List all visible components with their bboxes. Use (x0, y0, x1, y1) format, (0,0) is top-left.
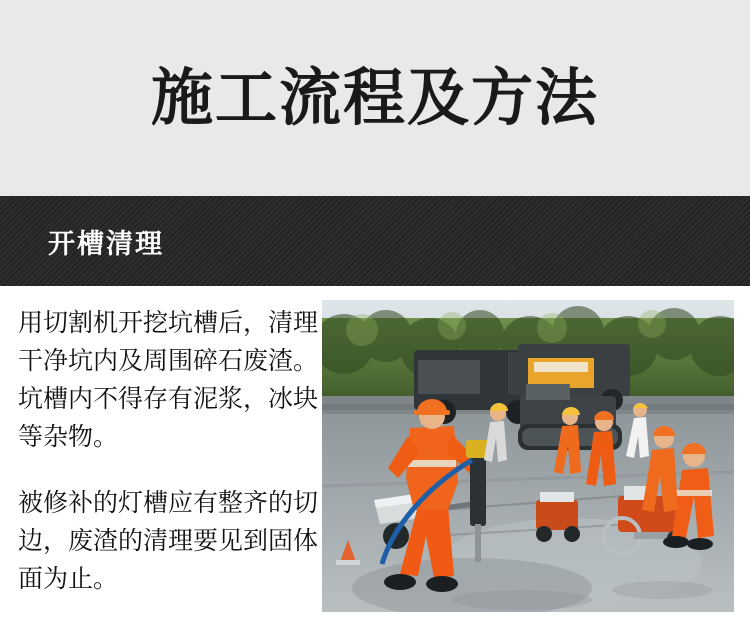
page-title: 施工流程及方法 (150, 61, 599, 134)
paragraph-2: 被修补的灯槽应有整齐的切边，废渣的清理要见到固体面为止。 (18, 488, 319, 593)
construction-photo (322, 300, 734, 612)
paragraph-1: 用切割机开挖坑槽后，清理干净坑内及周围碎石废渣。坑槽内不得存有泥浆，冰块等杂物。 (18, 308, 319, 451)
section-header-bar (0, 196, 750, 286)
section-header-label: 开槽清理 (48, 228, 164, 260)
body-text-block (18, 304, 318, 598)
top-banner (0, 0, 750, 196)
content-area (0, 286, 750, 626)
